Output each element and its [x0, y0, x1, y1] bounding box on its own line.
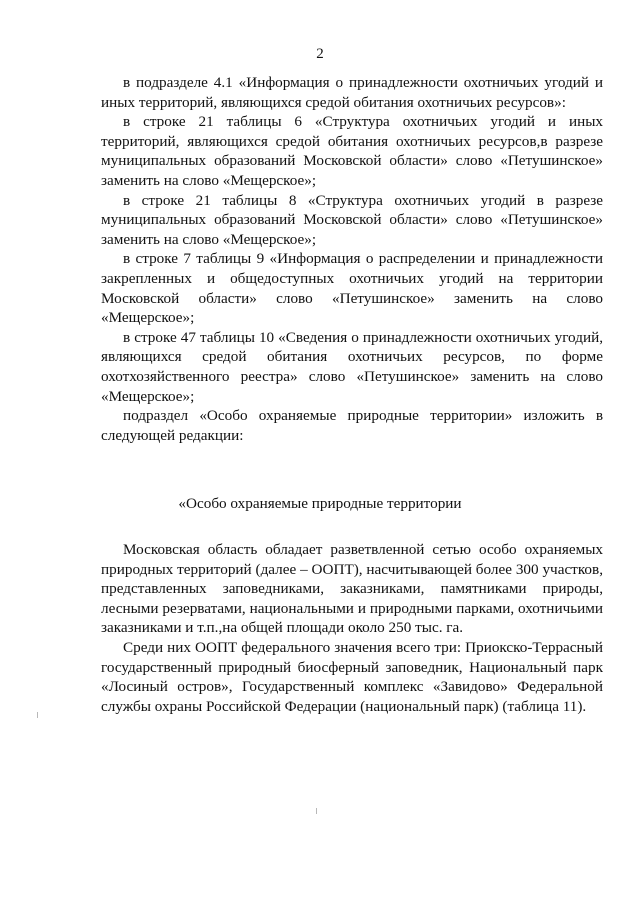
page-number: 2	[316, 46, 324, 62]
paragraph: Среди них ООПТ федерального значения всего три: Приокско-Террасный государственный природный биосферный заповедник, Национальный парк «Лосиный остров», Государственный комплекс «Завидово» Федеральной службы охраны Российской Федерации (национальный парк) (таблица 11).	[101, 638, 603, 715]
paragraph: в строке 21 таблицы 8 «Структура охотничьих угодий в разрезе муниципальных образований Московской области» слово «Петушинское» заменить на слово «Мещерское»;	[101, 191, 603, 248]
section-title: «Особо охраняемые природные территории	[178, 495, 462, 512]
section-body	[101, 540, 603, 716]
scan-mark	[37, 712, 38, 718]
paragraph: Московская область обладает разветвленной сетью особо охраняемых природных территорий (далее – ООПТ), насчитывающей более 300 участков, представленных заповедниками, заказниками, памятниками природы, лесными резерватами, национальными и природными парками, охотничьими заказниками и т.п.,на общей площади около 250 тыс. га.	[101, 541, 603, 637]
paragraph: подраздел «Особо охраняемые природные территории» изложить в следующей редакции:	[101, 407, 603, 444]
paragraph: в строке 7 таблицы 9 «Информация о распределении и принадлежности закрепленных и общедоступных охотничьих угодий на территории Московской области» слово «Петушинское» заменить на слово «Мещерское»;	[101, 250, 603, 327]
paragraph: в строке 47 таблицы 10 «Сведения о принадлежности охотничьих угодий, являющихся средой обитания охотничьих ресурсов, по форме охотхозяйственного реестра» слово «Петушинское» заменить на слово «Мещерское»;	[101, 328, 603, 405]
paragraph: в строке 21 таблицы 6 «Структура охотничьих угодий и иных территорий, являющихся средой обитания охотничьих ресурсов,в разрезе муниципальных образований Московской области» слово «Петушинское» заменить на слово «Мещерское»;	[101, 113, 603, 189]
amendments-block	[101, 73, 603, 445]
scan-mark	[316, 808, 317, 814]
paragraph: в подразделе 4.1 «Информация о принадлежности охотничьих угодий и иных территорий, являющихся средой обитания охотничьих ресурсов»:	[101, 74, 603, 111]
